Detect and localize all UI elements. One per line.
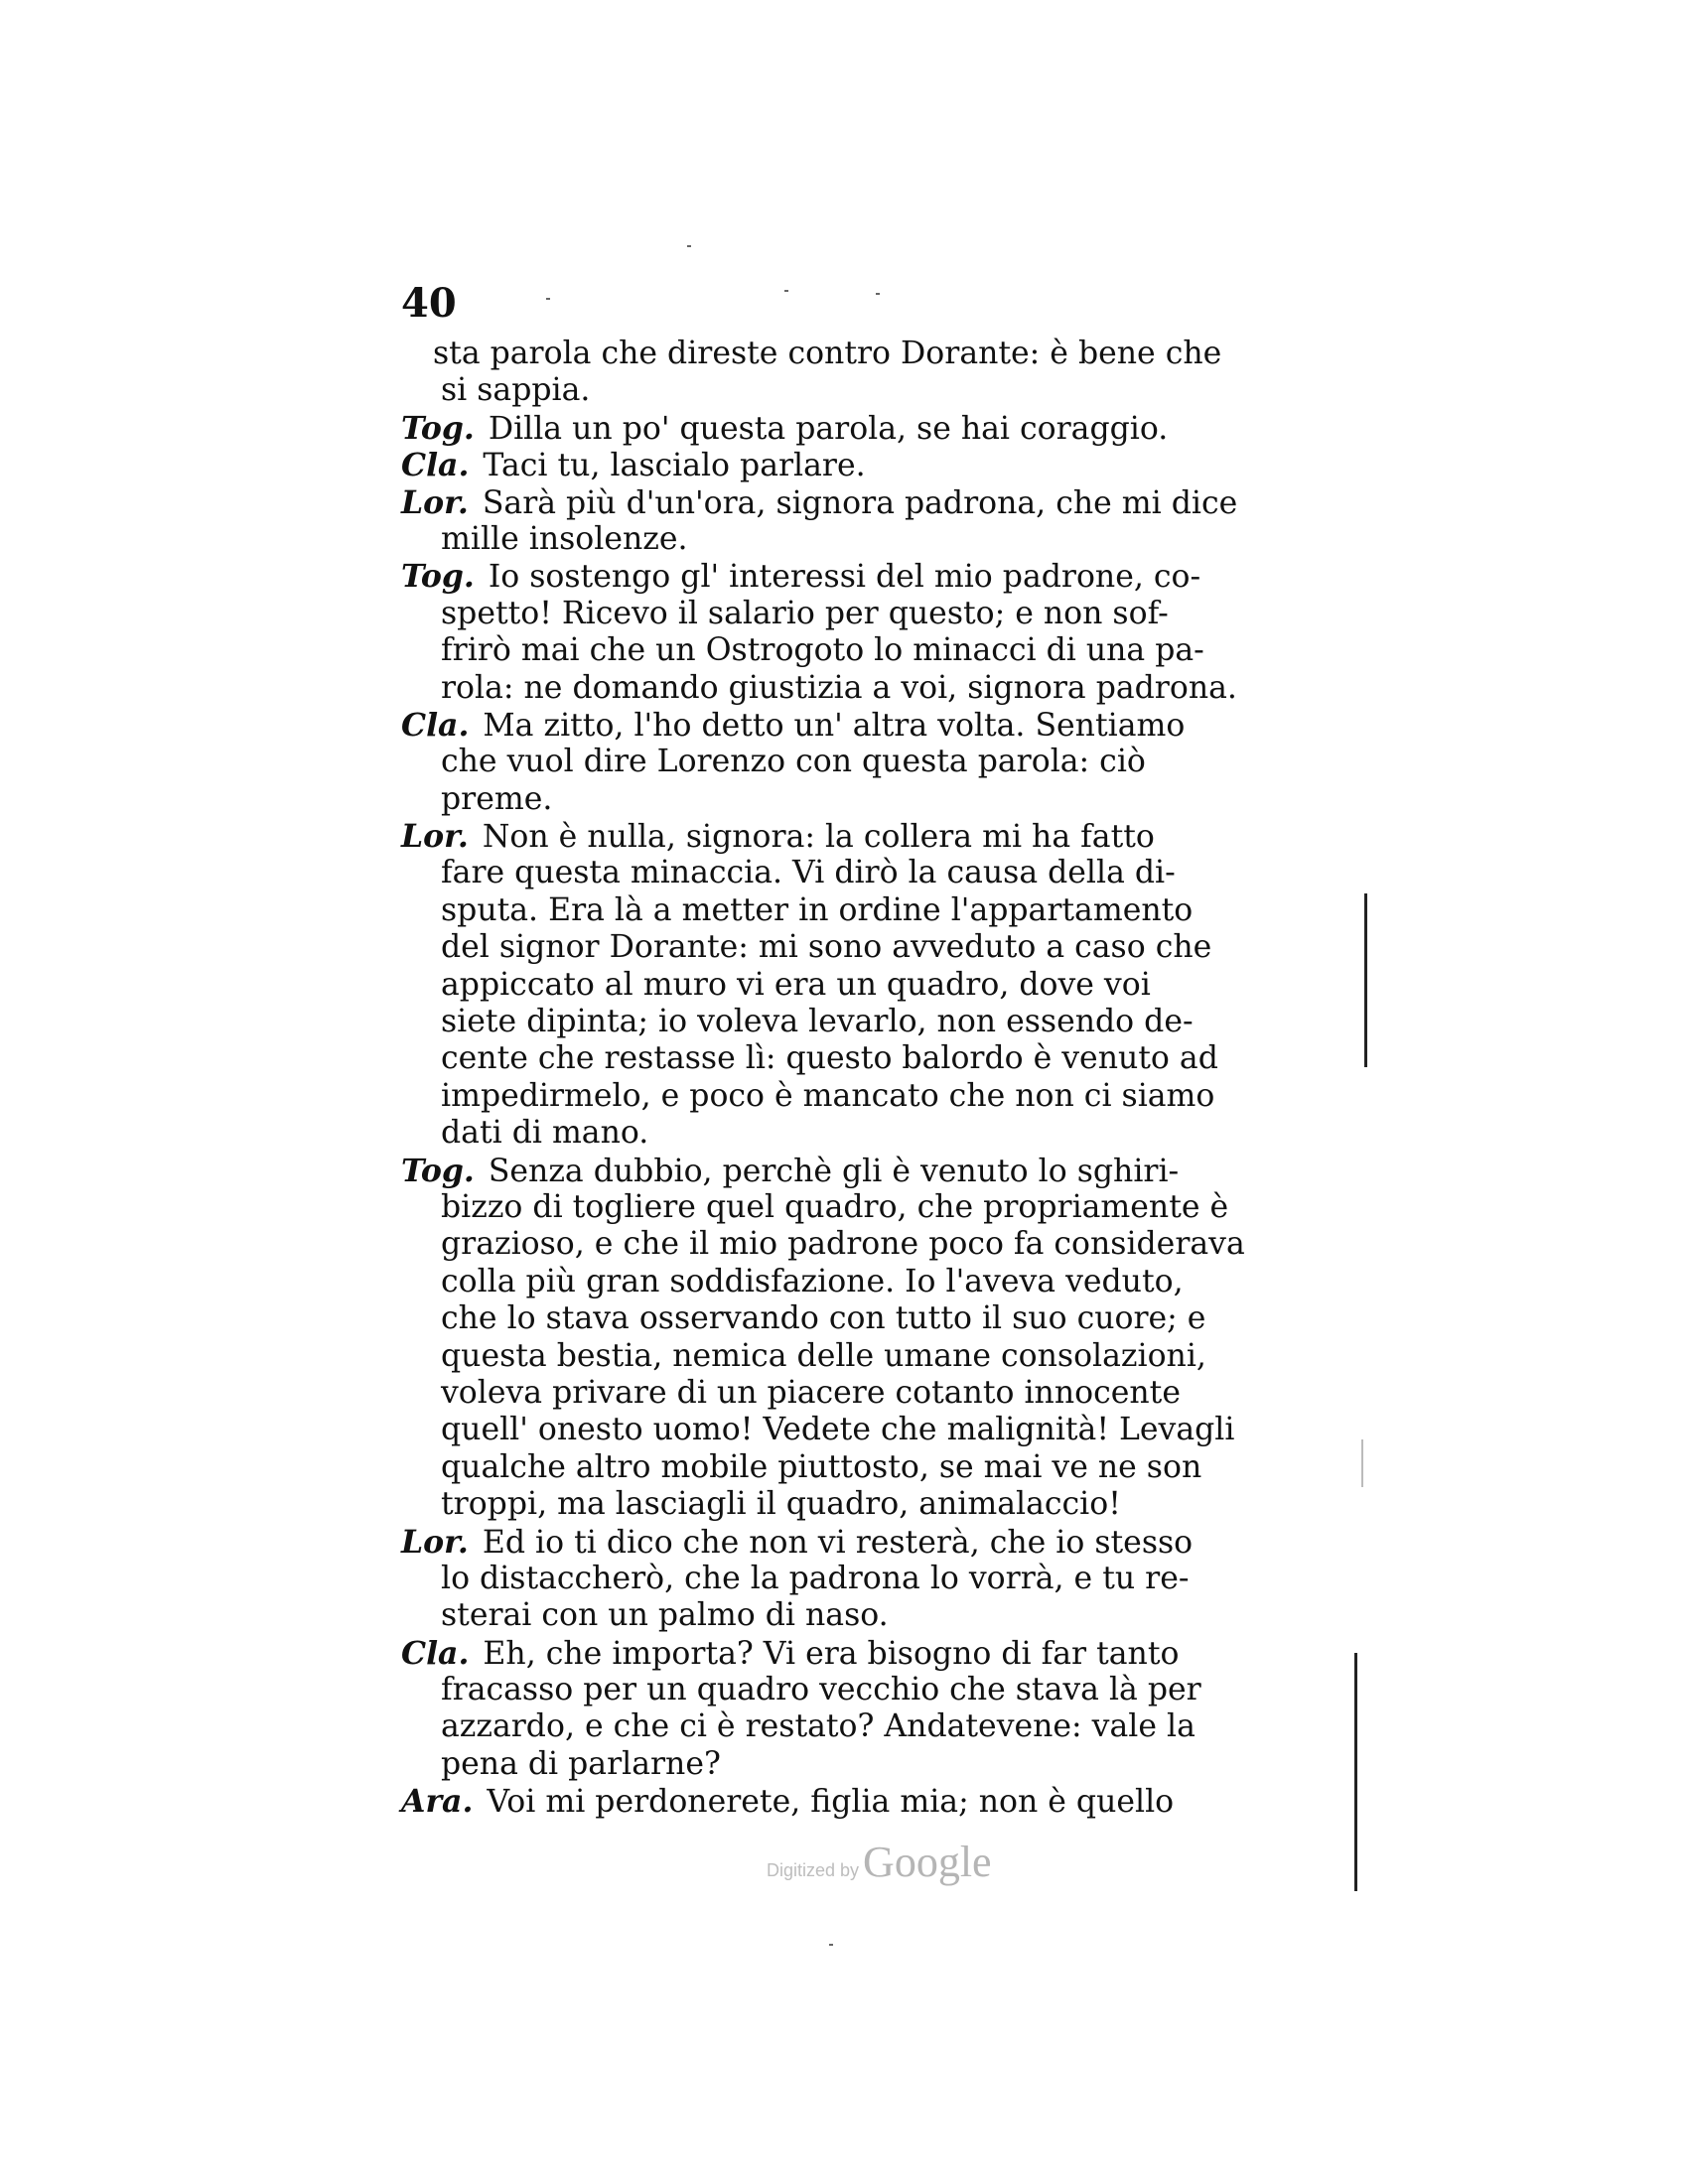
scan-speck xyxy=(687,245,691,247)
scan-speck xyxy=(546,298,550,300)
text-line xyxy=(401,372,1315,409)
speaker-label: Lor. xyxy=(401,483,469,521)
speaker-label: Cla. xyxy=(401,447,470,484)
text-line xyxy=(401,967,1315,1004)
text-line xyxy=(401,1115,1315,1152)
line-text: Senza dubbio, perchè gli è venuto lo sghiri- xyxy=(488,1153,1180,1189)
text-line xyxy=(401,1226,1315,1263)
text-line xyxy=(401,929,1315,966)
text-line xyxy=(401,1746,1315,1783)
line-text: questa bestia, nemica delle umane consolazioni, xyxy=(441,1337,1206,1374)
line-text: colla più gran soddisfazione. Io l'aveva veduto, xyxy=(441,1263,1184,1299)
scan-edge-mark xyxy=(1364,893,1367,1067)
text-line xyxy=(401,336,1315,372)
scan-edge-mark xyxy=(1361,1439,1363,1487)
line-text: impedirmelo, e poco è mancato che non ci siamo xyxy=(441,1077,1215,1114)
text-line xyxy=(401,1783,1315,1820)
line-text: mille insolenze. xyxy=(441,520,688,557)
text-line xyxy=(401,1189,1315,1226)
line-text: Ma zitto, l'ho detto un' altra volta. Sentiamo xyxy=(483,707,1186,744)
text-line xyxy=(401,1635,1315,1672)
text-line xyxy=(401,1375,1315,1412)
scan-speck xyxy=(876,293,880,295)
line-text: che lo stava osservando con tutto il suo cuore; e xyxy=(441,1300,1206,1337)
line-text: frirò mai che un Ostrogoto lo minacci di una pa- xyxy=(441,632,1204,669)
text-line xyxy=(401,818,1315,855)
page-number: 40 xyxy=(401,280,457,327)
dialogue-text xyxy=(401,336,1315,1821)
line-text: Dilla un po' questa parola, se hai coraggio. xyxy=(488,410,1169,447)
text-line xyxy=(401,1300,1315,1337)
text-line xyxy=(401,1078,1315,1115)
text-line xyxy=(401,484,1315,521)
line-text: dati di mano. xyxy=(441,1115,649,1152)
text-line xyxy=(401,670,1315,707)
speaker-label: Lor. xyxy=(401,818,469,856)
line-text: bizzo di togliere quel quadro, che propriamente è xyxy=(441,1188,1229,1225)
text-line xyxy=(401,1040,1315,1077)
line-text: Taci tu, lascialo parlare. xyxy=(483,448,866,484)
text-line xyxy=(401,410,1315,447)
line-text: rola: ne domando giustizia a voi, signora padrona. xyxy=(441,669,1237,706)
speaker-label: Tog. xyxy=(401,558,475,596)
text-line xyxy=(401,1597,1315,1634)
text-line xyxy=(401,1153,1315,1189)
text-line xyxy=(401,707,1315,744)
line-text: grazioso, e che il mio padrone poco fa considerava xyxy=(441,1226,1245,1263)
line-text: cente che restasse lì: questo balordo è venuto ad xyxy=(441,1040,1218,1077)
speaker-label: Lor. xyxy=(401,1523,469,1561)
speaker-label: Cla. xyxy=(401,1634,470,1672)
text-line xyxy=(401,892,1315,929)
text-line xyxy=(401,1486,1315,1523)
line-text: voleva privare di un piacere cotanto innocente xyxy=(441,1374,1181,1411)
digitized-by-google-watermark xyxy=(767,1837,992,1887)
line-text: preme. xyxy=(441,780,553,817)
line-text: lo distaccherò, che la padrona lo vorrà, e tu re- xyxy=(441,1560,1190,1596)
text-line xyxy=(401,1449,1315,1486)
digitized-by-label: Digitized by xyxy=(767,1860,860,1880)
line-text: Io sostengo gl' interessi del mio padrone, co- xyxy=(488,559,1201,596)
line-text: appiccato al muro vi era un quadro, dove voi xyxy=(441,966,1151,1003)
line-text: quell' onesto uomo! Vedete che malignità! Levagli xyxy=(441,1412,1235,1448)
scan-speck xyxy=(829,1944,833,1946)
text-line xyxy=(401,632,1315,669)
line-text: sterai con un palmo di naso. xyxy=(441,1597,889,1634)
text-line xyxy=(401,596,1315,632)
line-text: sputa. Era là a metter in ordine l'appartamento xyxy=(441,891,1194,928)
line-text: Voi mi perdonerete, figlia mia; non è quello xyxy=(487,1784,1175,1821)
line-text: si sappia. xyxy=(441,372,591,409)
speaker-label: Ara. xyxy=(401,1783,474,1821)
text-line xyxy=(401,558,1315,595)
text-line xyxy=(401,781,1315,818)
line-text: siete dipinta; io voleva levarlo, non essendo de- xyxy=(441,1004,1194,1040)
scan-speck xyxy=(784,290,788,292)
line-text: troppi, ma lasciagli il quadro, animalaccio! xyxy=(441,1486,1121,1523)
line-text: fracasso per un quadro vecchio che stava là per xyxy=(441,1672,1201,1708)
text-line xyxy=(401,1412,1315,1448)
scan-edge-mark xyxy=(1354,1653,1357,1891)
line-text: del signor Dorante: mi sono avveduto a caso che xyxy=(441,929,1212,966)
speaker-label: Tog. xyxy=(401,409,475,447)
text-line xyxy=(401,447,1315,483)
text-line xyxy=(401,855,1315,891)
text-line xyxy=(401,1672,1315,1708)
line-text: Sarà più d'un'ora, signora padrona, che mi dice xyxy=(482,484,1238,521)
speaker-label: Tog. xyxy=(401,1152,475,1189)
line-text: azzardo, e che ci è restato? Andatevene: vale la xyxy=(441,1708,1196,1745)
line-text: Eh, che importa? Vi era bisogno di far tanto xyxy=(483,1635,1180,1672)
text-line xyxy=(401,1338,1315,1375)
line-text: che vuol dire Lorenzo con questa parola: ciò xyxy=(441,744,1146,780)
line-text: Non è nulla, signora: la collera mi ha fatto xyxy=(482,819,1155,856)
line-text: pena di parlarne? xyxy=(441,1745,721,1782)
line-text: fare questa minaccia. Vi dirò la causa della di- xyxy=(441,855,1176,891)
text-line xyxy=(401,744,1315,780)
text-line xyxy=(401,1524,1315,1561)
text-line xyxy=(401,1004,1315,1040)
line-text: spetto! Ricevo il salario per questo; e non sof- xyxy=(441,595,1169,631)
line-text: qualche altro mobile piuttosto, se mai ve ne son xyxy=(441,1448,1202,1485)
line-text: Ed io ti dico che non vi resterà, che io stesso xyxy=(482,1524,1194,1561)
text-line xyxy=(401,1561,1315,1597)
google-logo: Google xyxy=(863,1838,992,1886)
text-line xyxy=(401,521,1315,558)
text-line xyxy=(401,1264,1315,1300)
speaker-label: Cla. xyxy=(401,706,470,744)
text-line xyxy=(401,1708,1315,1745)
line-text: sta parola che direste contro Dorante: è bene che xyxy=(433,336,1222,371)
